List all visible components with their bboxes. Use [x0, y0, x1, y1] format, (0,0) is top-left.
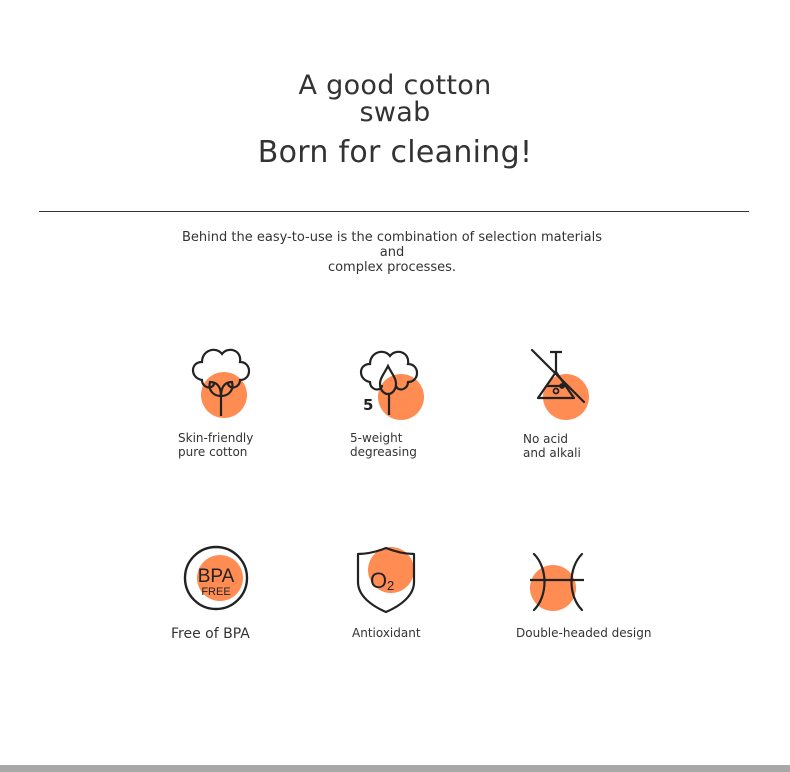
intro-line-2: complex processes. [327, 260, 457, 275]
o2-letter: O [370, 568, 388, 593]
intro-line-1: Behind the easy-to-use is the combination of selection materials and [182, 230, 602, 260]
feature-label-line-1: Free of BPA [171, 626, 250, 642]
feature-label-line-1: No acid [523, 432, 569, 446]
feature-label-skin-friendly [178, 431, 253, 459]
free-text: FREE [201, 586, 231, 598]
feature-label-double-headed [516, 626, 651, 640]
double-head-swab-icon [518, 542, 598, 622]
bpa-text: BPA [197, 566, 235, 587]
title-line-2: swab [359, 97, 431, 128]
title-line-1: A good cotton [298, 70, 492, 101]
feature-label-5-weight [350, 431, 417, 459]
footer-bar [0, 765, 790, 772]
divider [39, 211, 749, 212]
cotton-droplet-5-icon [348, 340, 428, 420]
bpa-free-icon [176, 538, 256, 618]
icon-digit-5: 5 [363, 396, 374, 414]
intro-text [170, 230, 614, 275]
feature-label-line-1: Skin-friendly [178, 431, 254, 445]
heading-block [250, 72, 540, 170]
cotton-sprout-icon [180, 340, 260, 420]
o2-shield-icon [346, 538, 426, 618]
feature-label-line-1: 5-weight [350, 431, 403, 445]
feature-label-line-2: and alkali [523, 446, 581, 460]
feature-label-bpa-free [171, 627, 250, 641]
feature-label-no-acid [523, 432, 581, 460]
feature-label-line-1: Antioxidant [352, 626, 421, 640]
feature-label-line-1: Double-headed design [516, 626, 652, 640]
no-acid-flask-icon [526, 342, 606, 422]
feature-label-line-2: degreasing [350, 445, 417, 459]
feature-label-antioxidant [352, 626, 421, 640]
feature-label-line-2: pure cotton [178, 445, 248, 459]
subtitle: Born for cleaning! [257, 135, 533, 170]
o2-subscript: 2 [387, 578, 395, 593]
